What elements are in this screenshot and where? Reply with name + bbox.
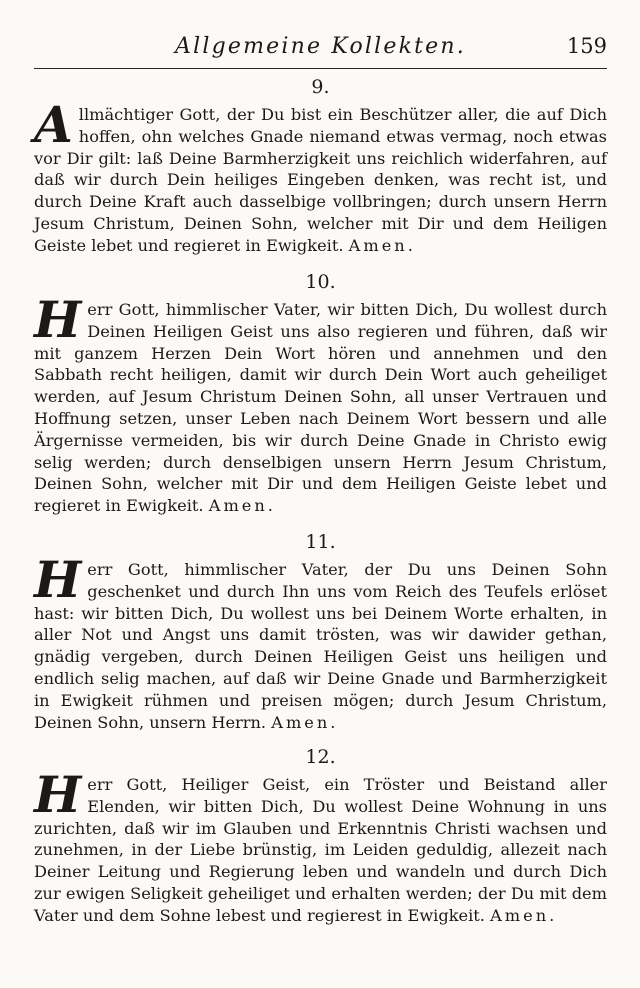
prayer-number: 9. bbox=[311, 76, 330, 98]
prayer-body: err Gott, himmlischer Vater, wir bitten Dich, Du wollest durch Deinen Heiligen Geist uns also regieren und führen, daß wir mit ganzem Herzen Dein Wort hören und annehmen und den Sabbath recht heiligen, damit wir durch Dein Wort auch geheiliget werden, auf Jesum Christum Deinen Sohn, all unser Vertrauen und Hoffnung setzen, unser Leben nach Deinem Wort bessern und alle Ärgernisse vermeiden, bis wir durch Deine Gnade in Christo ewig selig werden; durch denselbigen unsern Herrn Jesum Christum, Deinen Sohn, welcher mit Dir und dem Heiligen Geiste lebet und regieret in Ewigkeit. bbox=[34, 300, 607, 516]
drop-cap-initial: A bbox=[34, 95, 73, 154]
prayer-10 bbox=[34, 271, 607, 517]
prayer-text bbox=[34, 95, 607, 257]
prayer-number: 10. bbox=[305, 271, 336, 293]
amen: Amen. bbox=[208, 496, 276, 516]
prayer-9 bbox=[34, 76, 607, 257]
prayer-12 bbox=[34, 746, 607, 927]
page-header bbox=[34, 34, 607, 64]
drop-cap-initial: H bbox=[34, 765, 82, 824]
page-number: 159 bbox=[566, 34, 607, 58]
prayer-body: err Gott, Heiliger Geist, ein Tröster und Beistand aller Elenden, wir bitten Dich, Du wollest Deine Wohnung in uns zurichten, daß wir im Glauben und Erkenntnis Christi wachsen und zunehmen, in der Liebe brünstig, im Leiden geduldig, allezeit nach Deiner Leitung und Regierung leben und wandeln und durch Dich zur ewigen Seligkeit geheiliget und erhalten werden; der Du mit dem Vater und dem Sohne lebest und regierest in Ewigkeit. bbox=[34, 775, 607, 925]
header-rule bbox=[34, 68, 607, 69]
prayer-number: 11. bbox=[305, 531, 336, 553]
amen: Amen. bbox=[348, 235, 416, 255]
prayer-text bbox=[34, 290, 607, 517]
running-title: Allgemeine Kollekten. bbox=[175, 34, 466, 59]
drop-cap-initial: H bbox=[34, 550, 82, 609]
amen: Amen. bbox=[271, 712, 339, 732]
drop-cap-initial: H bbox=[34, 290, 82, 349]
prayer-body: err Gott, himmlischer Vater, der Du uns Deinen Sohn geschenket und durch Ihn uns vom Reich des Teufels erlöset hast: wir bitten Dich, Du wollest uns bei Deinem Worte erhalten, in aller Not und Angst uns damit trösten, was wir dawider gethan, gnädig vergeben, durch Deinen Heiligen Geist uns heiligen und endlich selig machen, auf daß wir Deine Gnade und Barmherzigkeit in Ewigkeit rühmen und preisen mögen; durch Jesum Christum, Deinen Sohn, unsern Herrn. bbox=[34, 560, 607, 732]
prayer-body: llmächtiger Gott, der Du bist ein Beschützer aller, die auf Dich hoffen, ohn welches Gnade niemand etwas vermag, noch etwas vor Dir gilt: laß Deine Barmherzigkeit uns reichlich widerfahren, auf daß wir durch Dein heiliges Eingeben denken, was recht ist, und durch Deine Kraft auch dasselbige vollbringen; durch unsern Herrn Jesum Christum, Deinen Sohn, welcher mit Dir und dem Heiligen Geiste lebet und regieret in Ewigkeit. bbox=[34, 105, 607, 255]
prayer-text bbox=[34, 765, 607, 927]
prayer-text bbox=[34, 550, 607, 733]
prayer-number: 12. bbox=[305, 746, 336, 768]
amen: Amen. bbox=[490, 905, 558, 925]
prayer-11 bbox=[34, 531, 607, 733]
